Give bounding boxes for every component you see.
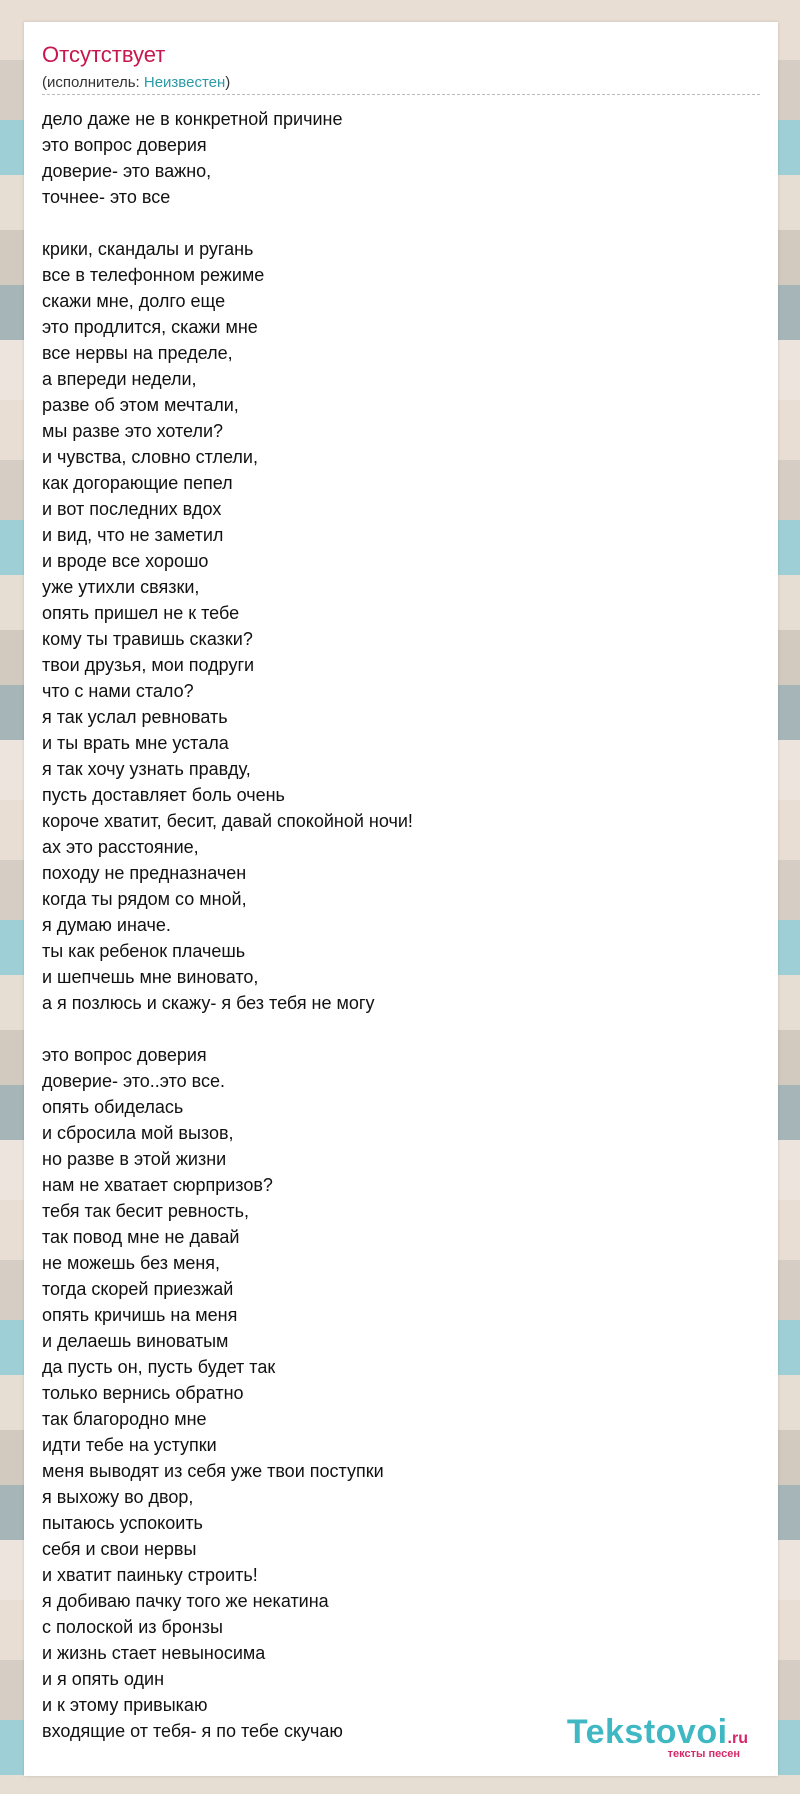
logo-name: Tekstovoi [566,1713,728,1751]
lyrics-line: я добиваю пачку того же некатина [42,1591,329,1611]
lyrics-line: твои друзья, мои подруги [42,655,255,675]
lyrics-line: тебя так бесит ревность, [42,1201,250,1221]
lyrics-line: доверие- это важно, [42,161,212,181]
lyrics-line: короче хватит, бесит, давай спокойной ночи! [42,811,413,831]
lyrics-line: дело даже не в конкретной причине [42,109,343,129]
lyrics-line: я думаю иначе. [42,915,171,935]
lyrics-line: и шепчешь мне виновато, [42,967,259,987]
logo-tagline: тексты песен [667,1748,740,1760]
lyrics-line: я выхожу во двор, [42,1487,194,1507]
lyrics-line: не можешь без меня, [42,1253,221,1273]
lyrics-line: а я позлюсь и скажу- я без тебя не могу [42,993,375,1013]
lyrics-text [42,106,762,1744]
lyrics-line: только вернись обратно [42,1383,244,1403]
lyrics-line: и сбросила мой вызов, [42,1123,234,1143]
artist-line [42,74,230,91]
lyrics-line: я так услал ревновать [42,707,228,727]
artist-link[interactable]: Неизвестен [143,74,226,91]
lyrics-line: и вид, что не заметил [42,525,224,545]
lyrics-line: и я опять один [42,1669,165,1689]
lyrics-line: так благородно мне [42,1409,207,1429]
artist-suffix: ) [225,74,231,91]
lyrics-line: опять кричишь на меня [42,1305,238,1325]
lyrics-line: с полоской из бронзы [42,1617,223,1637]
lyrics-line: тогда скорей приезжай [42,1279,234,1299]
lyrics-line: ах это расстояние, [42,837,199,857]
lyrics-line: и вроде все хорошо [42,551,209,571]
lyrics-line: и чувства, словно стлели, [42,447,258,467]
lyrics-line: так повод мне не давай [42,1227,240,1247]
lyrics-line: опять обиделась [42,1097,184,1117]
lyrics-line: да пусть он, пусть будет так [42,1357,276,1377]
lyrics-line: крики, скандалы и ругань [42,239,254,259]
lyrics-line: скажи мне, долго еще [42,291,226,311]
lyrics-line: входящие от тебя- я по тебе скучаю [42,1721,343,1741]
lyrics-line: кому ты травишь сказки? [42,629,253,649]
lyrics-line: уже утихли связки, [42,577,200,597]
lyrics-line: пусть доставляет боль очень [42,785,285,805]
lyrics-line: разве об этом мечтали, [42,395,239,415]
lyrics-line: это вопрос доверия [42,1045,207,1065]
lyrics-line: точнее- это все [42,187,171,207]
lyrics-line: это вопрос доверия [42,135,207,155]
lyrics-line: идти тебе на уступки [42,1435,217,1455]
lyrics-line: ты как ребенок плачешь [42,941,246,961]
site-logo[interactable] [567,1713,748,1760]
lyrics-line: походу не предназначен [42,863,247,883]
lyrics-line: опять пришел не к тебе [42,603,240,623]
lyrics-line: мы разве это хотели? [42,421,224,441]
logo-tld: .ru [727,1730,748,1747]
lyrics-line: доверие- это..это все. [42,1071,226,1091]
lyrics-line: и к этому привыкаю [42,1695,208,1715]
lyrics-line: это продлится, скажи мне [42,317,258,337]
lyrics-line: пытаюсь успокоить [42,1513,203,1533]
lyrics-line: а впереди недели, [42,369,197,389]
lyrics-line: когда ты рядом со мной, [42,889,247,909]
lyrics-blank-line [42,1016,762,1042]
lyrics-card [24,22,778,1776]
song-title: Отсутствует [42,42,166,67]
lyrics-line: как догорающие пепел [42,473,233,493]
lyrics-blank-line [42,210,762,236]
lyrics-line: все нервы на пределе, [42,343,233,363]
lyrics-line: что с нами стало? [42,681,194,701]
lyrics-line: и ты врать мне устала [42,733,229,753]
lyrics-line: все в телефонном режиме [42,265,265,285]
lyrics-line: себя и свои нервы [42,1539,197,1559]
lyrics-line: и жизнь стает невыносима [42,1643,266,1663]
title-divider [42,94,760,95]
lyrics-line: и вот последних вдох [42,499,222,519]
lyrics-line: нам не хватает сюрпризов? [42,1175,273,1195]
artist-prefix: (исполнитель: [42,74,144,91]
lyrics-line: и делаешь виноватым [42,1331,229,1351]
lyrics-line: меня выводят из себя уже твои поступки [42,1461,384,1481]
lyrics-line: но разве в этой жизни [42,1149,227,1169]
lyrics-line: я так хочу узнать правду, [42,759,251,779]
lyrics-line: и хватит паиньку строить! [42,1565,258,1585]
